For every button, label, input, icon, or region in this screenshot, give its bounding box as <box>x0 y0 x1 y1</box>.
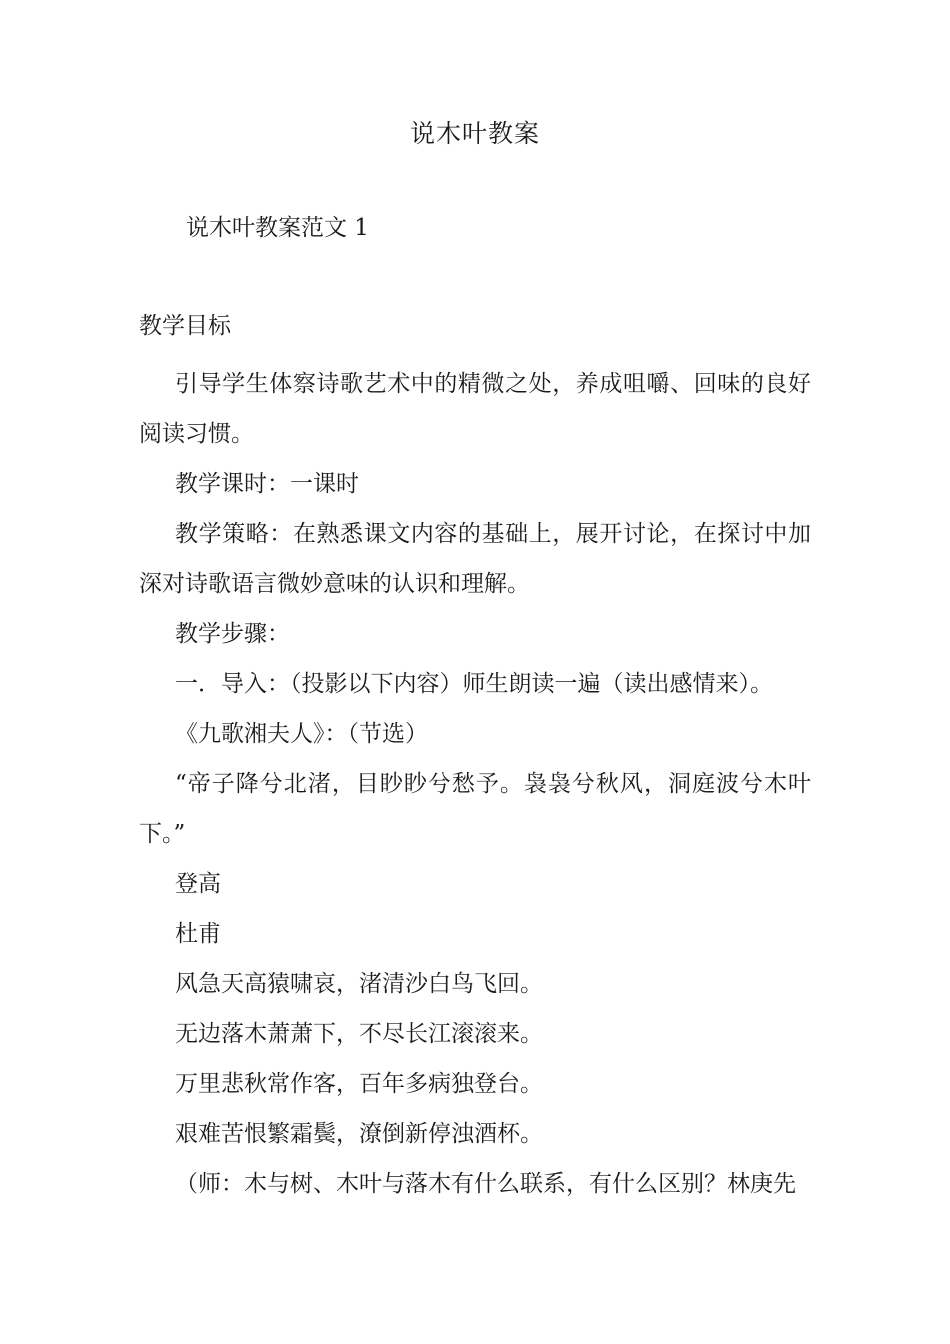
poem-line-1: 风急天高猿啸哀，渚清沙白鸟飞回。 <box>175 971 543 997</box>
poem-line-2: 无边落木萧萧下，不尽长江滚滚来。 <box>175 1021 543 1047</box>
document-body <box>139 359 811 1209</box>
paragraph-poem-quote: “帝子降兮北渚，目眇眇兮愁予。袅袅兮秋风，洞庭波兮木叶下。” <box>139 771 811 847</box>
document-title: 说木叶教案 <box>409 119 540 148</box>
poem-line-4: 艰难苦恨繁霜鬓，潦倒新停浊酒杯。 <box>175 1121 543 1147</box>
paragraph-steps: 教学步骤： <box>175 621 290 647</box>
paragraph-class-hours: 教学课时：一课时 <box>175 471 359 497</box>
document-subtitle: 说木叶教案范文 1 <box>186 215 369 241</box>
paragraph-poem-source: 《九歌湘夫人》：（节选） <box>175 721 428 747</box>
paragraph-teacher-question: （师：木与树、木叶与落木有什么联系，有什么区别？林庚先 <box>175 1171 796 1197</box>
section-heading: 教学目标 <box>139 313 231 339</box>
paragraph-strategy: 教学策略：在熟悉课文内容的基础上，展开讨论，在探讨中加深对诗歌语言微妙意味的认识和理解。 <box>139 521 811 597</box>
poem-author: 杜甫 <box>175 921 221 947</box>
poem-title: 登高 <box>175 871 221 897</box>
paragraph-objective: 引导学生体察诗歌艺术中的精微之处，养成咀嚼、回味的良好阅读习惯。 <box>139 371 811 447</box>
poem-line-3: 万里悲秋常作客，百年多病独登台。 <box>175 1071 543 1097</box>
paragraph-intro: 一．导入：（投影以下内容）师生朗读一遍（读出感情来）。 <box>175 671 773 697</box>
